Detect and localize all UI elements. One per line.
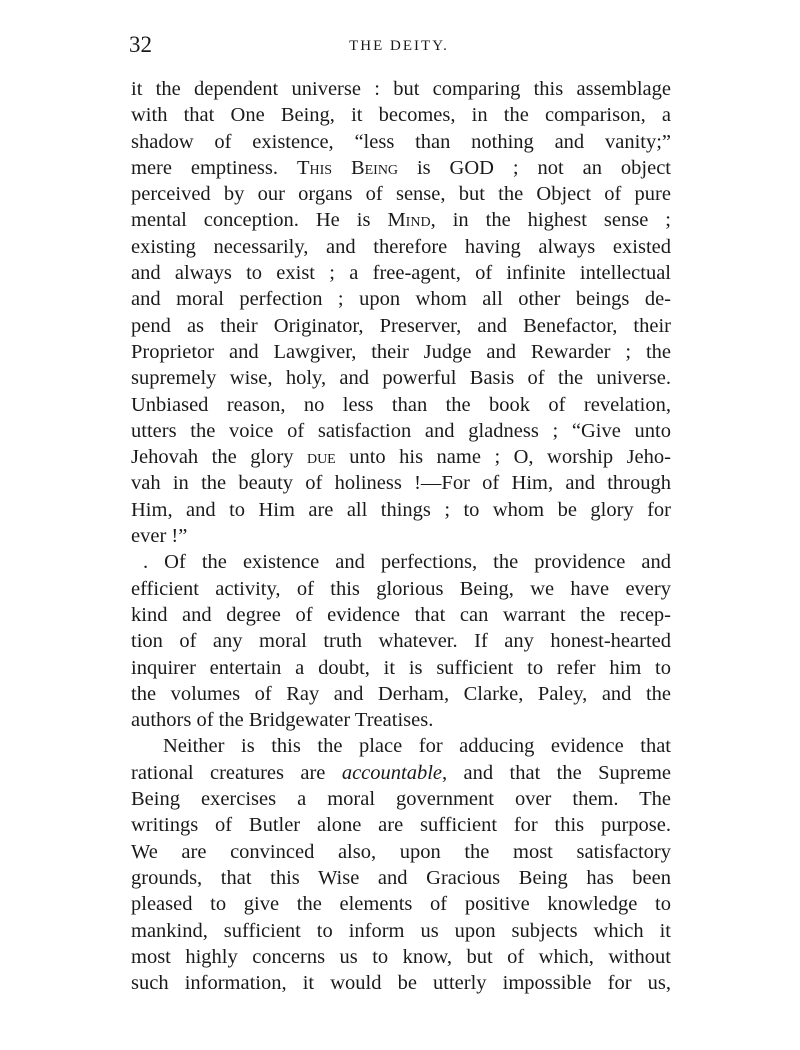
text-line: kind and degree of evidence that can warrant the recep- — [131, 603, 671, 626]
text-line: existing necessarily, and therefore having always existed — [131, 235, 671, 258]
text-line: pleased to give the elements of positive knowledge to — [131, 893, 671, 916]
text-line: supremely wise, holy, and powerful Basis of the universe. — [131, 367, 671, 390]
text-line: tion of any moral truth whatever. If any honest-hearted — [131, 630, 671, 653]
text-line: authors of the Bridgewater Treatises. — [131, 709, 434, 732]
text-line: vah in the beauty of holiness !—For of Him, and through — [131, 472, 671, 495]
text-line: Him, and to Him are all things ; to whom be glory for — [131, 498, 671, 521]
text-line: writings of Butler alone are sufficient for this purpose. — [131, 814, 671, 837]
text-line: it the dependent universe : but comparing this assemblage — [131, 78, 671, 100]
text-line: Unbiased reason, no less than the book of revelation, — [131, 393, 671, 416]
text-line: mere emptiness. This Being is GOD ; not an object — [131, 156, 671, 179]
page-number: 32 — [129, 32, 152, 57]
text-line: mankind, sufficient to inform us upon subjects which it — [131, 919, 671, 942]
text-line: most highly concerns us to know, but of which, without — [131, 945, 671, 968]
text-line: Being exercises a moral government over them. The — [131, 788, 671, 811]
text-line: perceived by our organs of sense, but the Object of pure — [131, 183, 671, 206]
text-line: pend as their Originator, Preserver, and Benefactor, their — [131, 314, 671, 337]
text-line: Jehovah the glory due unto his name ; O, worship Jeho- — [131, 446, 671, 469]
text-line: grounds, that this Wise and Gracious Being has been — [131, 866, 671, 889]
text-line: the volumes of Ray and Derham, Clarke, Paley, and the — [131, 682, 671, 705]
text-line: . Of the existence and perfections, the providence and — [143, 551, 671, 574]
text-line: utters the voice of satisfaction and gladness ; “Give unto — [131, 419, 671, 442]
text-line: We are convinced also, upon the most satisfactory — [131, 840, 671, 863]
text-line: and moral perfection ; upon whom all other beings de- — [131, 288, 671, 311]
page-header — [129, 32, 669, 58]
text-line: and always to exist ; a free-agent, of infinite intellectual — [131, 262, 671, 285]
text-line: rational creatures are accountable, and that the Supreme — [131, 761, 671, 784]
text-line: Neither is this the place for adducing evidence that — [163, 735, 671, 758]
text-line: such information, it would be utterly impossible for us, — [131, 972, 671, 995]
text-line: with that One Being, it becomes, in the comparison, a — [131, 104, 671, 127]
text-line: efficient activity, of this glorious Being, we have every — [131, 577, 671, 600]
text-line: Proprietor and Lawgiver, their Judge and Rewarder ; the — [131, 340, 671, 363]
body-text — [131, 76, 671, 996]
running-head: THE DEITY. — [349, 38, 449, 54]
text-line: inquirer entertain a doubt, it is sufficient to refer him to — [131, 656, 671, 679]
text-line: shadow of existence, “less than nothing and vanity;” — [131, 130, 671, 153]
text-line: mental conception. He is Mind, in the highest sense ; — [131, 209, 671, 232]
text-line: ever !” — [131, 525, 188, 548]
